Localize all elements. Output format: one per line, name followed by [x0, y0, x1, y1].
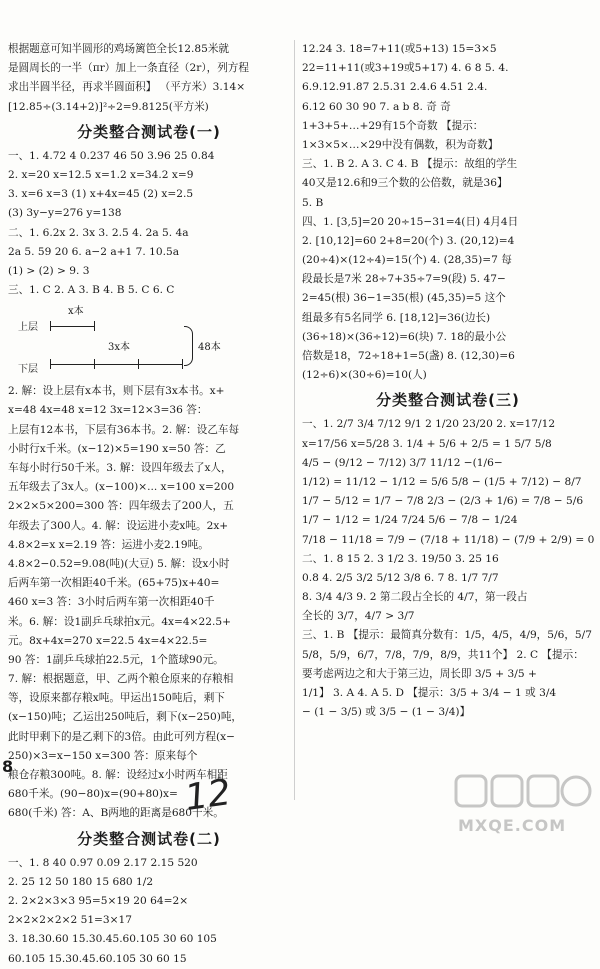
column-divider — [294, 40, 295, 800]
answer-line: (3) 3y−y=276 y=138 — [8, 207, 122, 220]
right-column — [302, 40, 594, 722]
answer-line: x=17/56 x=5/28 3. 1/4 + 5/6 + 2/5 = 1 5/7 5/8 — [302, 437, 552, 450]
answer-line: 粮仓存粮300吨。8. 解：设经过x小时两车相距 — [8, 769, 228, 781]
answer-line: 1+3+5+…+29有15个奇数 【提示： — [302, 119, 484, 132]
answer-line: 组最多有5名同学 6. [18,12]=36(边长) — [302, 311, 491, 324]
answer-line: 460 x=3 答：3小时后两车第一次相距40千 — [8, 596, 215, 609]
diagram-upper-bar — [50, 326, 94, 327]
answer-line: 7/18 − 11/18 = 7/9 − (7/18 + 11/18) − (7/9 + 2/9) = 0 — [302, 533, 594, 546]
answer-line: (12÷6)×(30÷6)=10(人) — [302, 369, 427, 382]
answer-line: 三、1. B 【提示：最简真分数有：1/5，4/5，4/9，5/6，5/7 — [302, 629, 592, 642]
answer-line: 3. 18.30.60 15.30.45.60.105 30 60 105 — [8, 933, 217, 946]
answer-line: 6.9.12.91.87 2.5.31 2.4.6 4.51 2.4. — [302, 81, 488, 94]
line-segment-diagram — [8, 302, 290, 380]
left-column — [8, 40, 290, 969]
answer-line: 1/1】 3. A 4. A 5. D 【提示：3/5 + 3/4 − 1 或 3/4 — [302, 687, 557, 699]
answer-line: 2. 25 12 50 180 15 680 1/2 — [8, 875, 154, 888]
answer-line: 90 答：1副乒乓球拍22.5元，1个篮球90元。 — [8, 653, 224, 666]
answer-line: 一、1. 4.72 4 0.237 46 50 3.96 25 0.84 — [8, 149, 215, 162]
answer-line: 倍数是18，72÷18+1=5(盏) 8. (12,30)=6 — [302, 350, 515, 362]
answer-line: 12.24 3. 18=7+11(或5+13) 15=3×5 — [302, 43, 497, 55]
answer-line: 680千米。(90−80)x=(90+80)x= — [8, 788, 178, 801]
answer-line: 4.8×2−0.52=9.08(吨)(大豆) 5. 解：设x小时 — [8, 557, 230, 570]
diagram-label-total: 48本 — [198, 342, 221, 354]
diagram-brace — [184, 326, 193, 366]
answer-line: 一、1. 8 40 0.97 0.09 2.17 2.15 520 — [8, 856, 198, 869]
answer-line: 年级去了300人。4. 解：设运进小麦x吨。2x+ — [8, 519, 229, 532]
answer-line: 元。8x+4x=270 x=22.5 4x=4×22.5= — [8, 634, 208, 647]
watermark-logo — [452, 770, 592, 840]
answer-line: 2=45(根) 36−1=35(根) (45,35)=5 这个 — [302, 292, 506, 305]
answer-line: x=48 4x=48 x=12 3x=12×3=36 答： — [8, 404, 208, 417]
answer-line: 2. x=20 x=12.5 x=1.2 x=34.2 x=9 — [8, 168, 194, 181]
answer-line: 五年级去了3x人。(x−100)×... x=100 x=200 — [8, 481, 235, 494]
answer-line: 1/7 − 5/12 = 1/7 − 7/8 2/3 − (2/3 + 1/6) = 7/8 − 5/6 — [302, 495, 584, 508]
diagram-tick — [182, 359, 183, 369]
answer-line: 要考虑两边之和大于第三边，周长即 3/5 + 3/5 + — [302, 667, 537, 680]
answer-line: 2. [10,12]=60 2+8=20(个) 3. (20,12)=4 — [302, 234, 515, 247]
diagram-lower-bar — [50, 364, 182, 365]
answer-line: 8. 3/4 4/3 9. 2 第二段占全长的 4/7，第一段占 — [302, 591, 528, 604]
answer-line: 三、1. B 2. A 3. C 4. B 【提示：故组的学生 — [302, 158, 518, 171]
answer-line: 2. 2×2×3×3 95=5×19 20 64=2× — [8, 894, 189, 907]
diagram-tick — [138, 359, 139, 369]
intro-line: [12.85÷(3.14+2)]²÷2=9.8125(平方米) — [8, 100, 209, 113]
answer-line: (x−150)吨；乙运出250吨后，剩下(x−250)吨， — [8, 711, 243, 724]
answer-line: 全长的 3/7，4/7 > 3/7 — [302, 610, 415, 623]
test2-title: 分类整合测试卷(二) — [77, 829, 221, 848]
diagram-label-lower: 下层 — [18, 364, 38, 376]
intro-line: 是圆周长的一半（πr）加上一条直径（2r），列方程 — [8, 62, 249, 75]
diagram-label-3x: 3x本 — [108, 342, 131, 354]
answer-line: 此时甲剩下的是乙剩下的3倍。由此可列方程(x− — [8, 730, 236, 743]
page-number: 8 — [2, 757, 14, 776]
diagram-tick — [50, 359, 51, 369]
answer-line: 1×3×5×…×29中没有偶数，积为奇数】 — [302, 138, 499, 151]
diagram-label-upper: 上层 — [18, 322, 38, 334]
answer-line: 等，设原来都存粮x吨。甲运出150吨后，剩下 — [8, 692, 225, 705]
answer-line: 车每小时行50千米。3. 解：设四年级去了x人， — [8, 462, 232, 474]
answer-line: 250)×3=x−150 x=300 答：原来每个 — [8, 749, 198, 762]
answer-line: 二、1. 8 15 2. 3 1/2 3. 19/50 3. 25 16 — [302, 552, 499, 565]
diagram-tick — [94, 359, 95, 369]
answer-line: 米。6. 解：设1副乒乓球拍x元。4x=4×22.5+ — [8, 615, 231, 628]
answer-line: 二、1. 6.2x 2. 3x 3. 2.5 4. 2a 5. 4a — [8, 226, 189, 239]
intro-line: 根据题意可知半圆形的鸡场篱笆全长12.85米就 — [8, 43, 230, 55]
answer-line: 40又是12.6和9三个数的公倍数，就是36】 — [302, 177, 508, 190]
answer-line: (20÷4)×(12÷4)=15(个) 4. (28,35)=7 每 — [302, 254, 512, 267]
answer-line: 4/5 − (9/12 − 7/12) 3/7 11/12 −(1/6− — [302, 456, 503, 469]
answer-line: 上层有12本书，下层有36本书。2. 解：设乙车每 — [8, 423, 240, 436]
answer-line: 1/7 − 1/12 = 1/24 7/24 5/6 − 7/8 − 1/24 — [302, 514, 518, 527]
diagram-label-x: x本 — [68, 306, 84, 318]
answer-line: 一、1. 2/7 3/4 7/12 9/1 2 1/20 23/20 2. x=17/12 — [302, 418, 556, 431]
answer-line: 60.105 15.30.45.60.105 30 60 15 — [8, 952, 187, 965]
diagram-tick — [50, 321, 51, 331]
answer-line: (36÷18)×(36÷12)=6(块) 7. 18的最小公 — [302, 330, 507, 343]
intro-line: 求出半圆半径，再求半圆面积】 （平方米）3.14× — [8, 81, 246, 94]
handwritten-number: 12 — [182, 772, 234, 819]
answer-line: 5. B — [302, 196, 324, 209]
diagram-tick — [94, 321, 95, 331]
answer-line: 4.8×2=x x=2.19 答：运进小麦2.19吨。 — [8, 538, 209, 551]
test3-title: 分类整合测试卷(三) — [376, 391, 520, 410]
test1-title: 分类整合测试卷(一) — [77, 122, 221, 141]
answer-line: 680(千米) 答：A、B两地的距离是680千米。 — [8, 807, 224, 820]
answer-line: 7. 解：根据题意，甲、乙两个粮仓原来的存粮相 — [8, 673, 234, 686]
answer-line: 3. x=6 x=3 (1) x+4x=45 (2) x=2.5 — [8, 188, 194, 201]
answer-line: 22=11+11(或3+19或5+17) 4. 6 8 5. 4. — [302, 62, 509, 75]
answer-line: 三、1. C 2. A 3. B 4. B 5. C 6. C — [8, 284, 175, 297]
answer-line: 2a 5. 59 20 6. a−2 a+1 7. 10.5a — [8, 245, 180, 258]
answer-line: 小时行x千米。(x−12)×5=190 x=50 答：乙 — [8, 442, 226, 455]
answer-line: 2×2×5×200=300 答：四年级去了200人，五 — [8, 500, 234, 513]
answer-line: 四、1. [3,5]=20 20÷15−31=4(日) 4月4日 — [302, 215, 519, 228]
answer-line: 2. 解：设上层有x本书，则下层有3x本书。x+ — [8, 385, 225, 398]
watermark-text: MXQE.COM — [458, 816, 567, 835]
answer-line: (1) > (2) > 9. 3 — [8, 264, 90, 277]
answer-line: 2×2×2×2×2 51=3×17 — [8, 914, 133, 927]
watermark-icon — [452, 770, 592, 818]
answer-line: 0.8 4. 2/5 3/2 5/12 3/8 6. 7 8. 1/7 7/7 — [302, 571, 499, 584]
answer-line: 1/12) = 11/12 − 1/12 = 5/6 5/8 − (1/5 + 7/12) − 8/7 — [302, 475, 582, 488]
answer-line: 5/8，5/9，6/7，7/8，7/9，8/9，共11个】 2. C 【提示： — [302, 648, 584, 661]
answer-line: 段最长是7米 28÷7+35÷7=9(段) 5. 47− — [302, 273, 506, 286]
answer-line: 6.12 60 30 90 7. a b 8. 奇 奇 — [302, 100, 451, 113]
answer-line: 后两车第一次相距40千米。(65+75)x+40= — [8, 577, 220, 590]
answer-line: − (1 − 3/5) 或 3/5 − (1 − 3/4)】 — [302, 706, 471, 719]
